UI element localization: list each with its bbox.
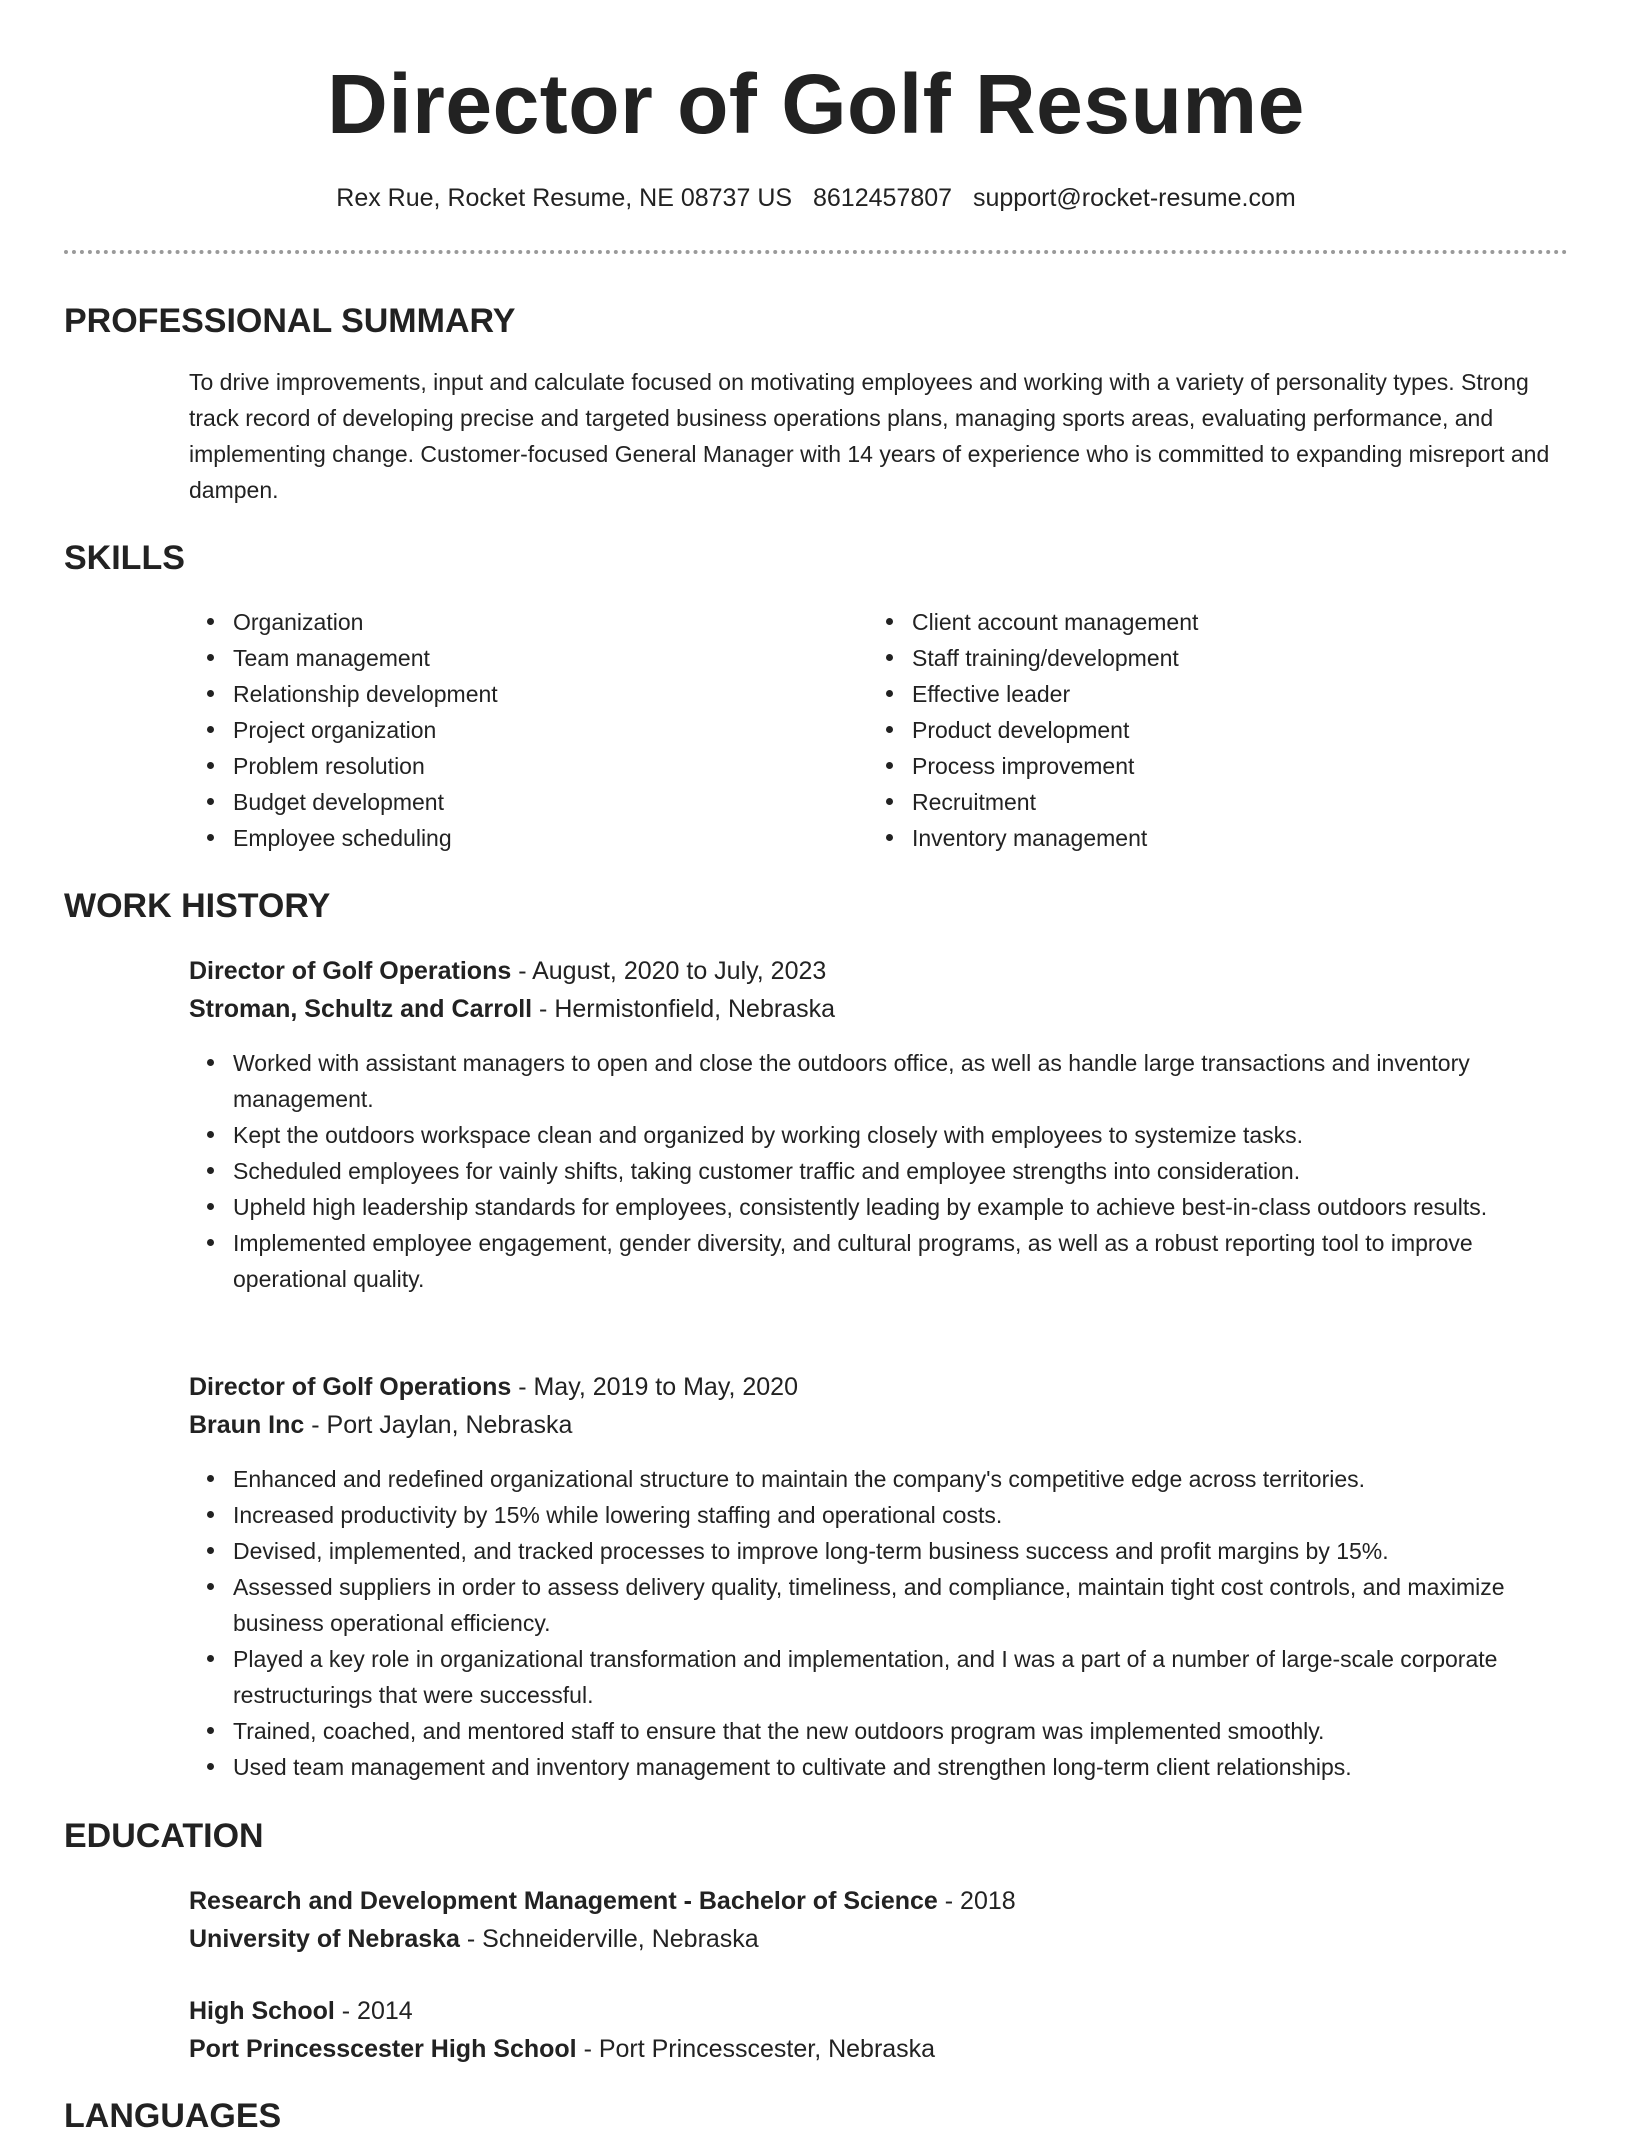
- education-year: - 2014: [334, 1997, 413, 2025]
- languages-heading: LANGUAGES: [64, 2097, 282, 2135]
- skill-item: Client account management: [912, 604, 1198, 640]
- education-location: - Schneiderville, Nebraska: [459, 1925, 759, 1953]
- job-dates: - May, 2019 to May, 2020: [511, 1373, 798, 1401]
- job-title: Director of Golf Operations: [189, 957, 512, 985]
- resume-title: Director of Golf Resume: [327, 57, 1305, 151]
- job-title-line: [189, 1368, 798, 1406]
- job-location: - Hermistonfield, Nebraska: [532, 995, 835, 1023]
- contact-phone: 8612457807: [813, 184, 953, 212]
- skill-item: Product development: [912, 712, 1198, 748]
- skill-item: Organization: [233, 604, 498, 640]
- job-bullet: Worked with assistant managers to open and close the outdoors office, as well as handle large transactions and inventory management.: [233, 1045, 1543, 1117]
- job-bullet: Played a key role in organizational transformation and implementation, and I was a part of a number of large-scale corporate restructurings that were successful.: [233, 1641, 1543, 1713]
- job-dates: - August, 2020 to July, 2023: [511, 957, 827, 985]
- summary-text: To drive improvements, input and calculate focused on motivating employees and working with a variety of personality types. Strong track record of developing precise and targeted business operations plans, managing sports areas, evaluating performance, and implementing change. Customer-focused General Manager with 14 years of experience who is committed to expanding misreport and dampen.: [189, 369, 1550, 503]
- job-bullet: Enhanced and redefined organizational structure to maintain the company's competitive edge across territories.: [233, 1461, 1543, 1497]
- header-divider: [64, 250, 1568, 254]
- job-bullet: Assessed suppliers in order to assess delivery quality, timeliness, and compliance, maintain tight cost controls, and maximize business operational efficiency.: [233, 1569, 1543, 1641]
- job-bullet: Increased productivity by 15% while lowering staffing and operational costs.: [233, 1497, 1543, 1533]
- skill-item: Effective leader: [912, 676, 1198, 712]
- skill-item: Staff training/development: [912, 640, 1198, 676]
- education-degree-line: [189, 1882, 1016, 1920]
- skill-item: Inventory management: [912, 820, 1198, 856]
- education-heading: EDUCATION: [64, 1817, 264, 1855]
- skill-item: Problem resolution: [233, 748, 498, 784]
- job-company: Stroman, Schultz and Carroll: [189, 995, 533, 1023]
- skills-list-left: [189, 604, 498, 856]
- job-bullet: Upheld high leadership standards for employees, consistently leading by example to achieve best-in-class outdoors results.: [233, 1189, 1543, 1225]
- education-degree: Research and Development Management - Bachelor of Science: [189, 1887, 938, 1915]
- skill-item: Process improvement: [912, 748, 1198, 784]
- job-company: Braun Inc: [189, 1411, 305, 1439]
- skill-item: Relationship development: [233, 676, 498, 712]
- work-history-heading: WORK HISTORY: [64, 887, 331, 925]
- education-school-line: [189, 2030, 935, 2068]
- job-bullets: [189, 1045, 1543, 1297]
- job-bullet: Scheduled employees for vainly shifts, taking customer traffic and employee strengths into consideration.: [233, 1153, 1543, 1189]
- skill-item: Team management: [233, 640, 498, 676]
- education-degree-line: [189, 1992, 413, 2030]
- skills-list-right: [868, 604, 1198, 856]
- job-bullet: Devised, implemented, and tracked processes to improve long-term business success and profit margins by 15%.: [233, 1533, 1543, 1569]
- education-school: University of Nebraska: [189, 1925, 460, 1953]
- job-location: - Port Jaylan, Nebraska: [304, 1411, 573, 1439]
- job-bullet: Trained, coached, and mentored staff to ensure that the new outdoors program was implemented smoothly.: [233, 1713, 1543, 1749]
- education-location: - Port Princesscester, Nebraska: [576, 2035, 936, 2063]
- education-degree: High School: [189, 1997, 335, 2025]
- contact-line: [0, 180, 1632, 216]
- job-bullet: Implemented employee engagement, gender diversity, and cultural programs, as well as a robust reporting tool to improve operational quality.: [233, 1225, 1543, 1297]
- job-company-line: [189, 1406, 572, 1444]
- skill-item: Recruitment: [912, 784, 1198, 820]
- job-title: Director of Golf Operations: [189, 1373, 512, 1401]
- education-school-line: [189, 1920, 759, 1958]
- job-bullet: Used team management and inventory management to cultivate and strengthen long-term client relationships.: [233, 1749, 1543, 1785]
- skill-item: Budget development: [233, 784, 498, 820]
- contact-email: support@rocket-resume.com: [973, 184, 1296, 212]
- job-company-line: [189, 990, 835, 1028]
- job-bullets: [189, 1461, 1543, 1785]
- summary-heading: PROFESSIONAL SUMMARY: [64, 302, 516, 340]
- job-bullet: Kept the outdoors workspace clean and organized by working closely with employees to systemize tasks.: [233, 1117, 1543, 1153]
- contact-address: Rex Rue, Rocket Resume, NE 08737 US: [336, 184, 793, 212]
- education-school: Port Princesscester High School: [189, 2035, 577, 2063]
- education-year: - 2018: [937, 1887, 1016, 1915]
- skill-item: Project organization: [233, 712, 498, 748]
- skill-item: Employee scheduling: [233, 820, 498, 856]
- job-title-line: [189, 952, 826, 990]
- skills-heading: SKILLS: [64, 539, 185, 577]
